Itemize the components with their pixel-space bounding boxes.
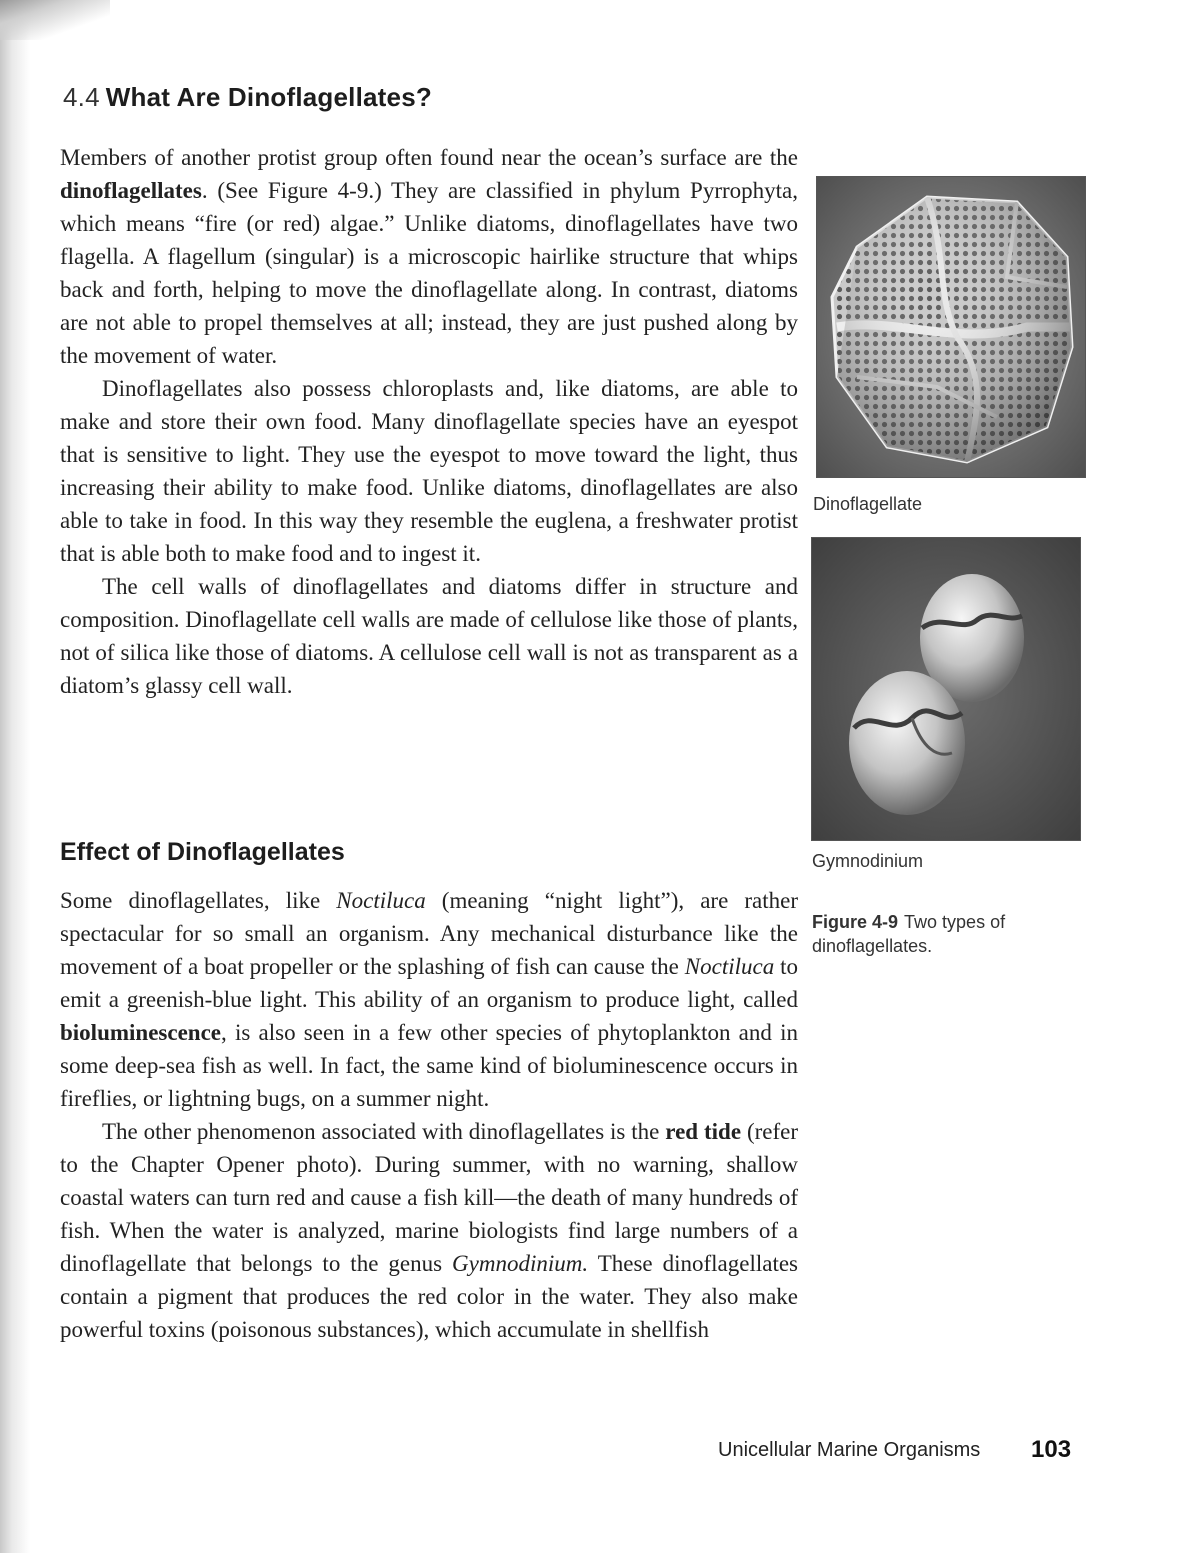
- photo1-caption: Dinoflagellate: [813, 494, 923, 514]
- dinoflagellate-photo: [816, 176, 1086, 478]
- figure-label: Figure 4-9: [812, 912, 899, 932]
- paragraph-cell-walls: The cell walls of dinoflagellates and diatoms differ in structure and composition. Dinoflagellate cell walls are made of cellulose like those of plants, not of silica like those of diatoms. A cellulose cell wall is not as transparent as a diatom’s glassy cell wall.: [60, 574, 798, 698]
- term-gymnodinium: Gymnodinium.: [452, 1251, 589, 1276]
- scan-corner: [0, 0, 110, 40]
- photo2-caption: Gymnodinium: [812, 851, 924, 871]
- effect-text-block: [60, 884, 798, 1346]
- figure-caption: [812, 910, 1072, 958]
- text-run: (refer to the Chapter Opener photo). During summer, with no warning, shallow coastal waters can turn red and cause a fish kill—the death of many hundreds of fish. When the water is analyzed, marine biologists find large numbers of a dinoflagellate that belongs to the genus: [60, 1119, 799, 1276]
- text-run: The other phenomenon associated with dinoflagellates is the: [102, 1119, 666, 1144]
- text-run: (meaning “night light”), are rather spectacular for so small an organism. Any mechanical disturbance like the movement of a boat propeller or the splashing of fish can cause the: [60, 888, 798, 979]
- term-noctiluca: Noctiluca: [684, 954, 775, 979]
- text-run: These dinoflagellates contain a pigment that produces the red color in the water. They also make powerful toxins (poisonous substances), which accumulate in shellfish: [60, 1251, 798, 1342]
- gymnodinium-photo: [811, 537, 1081, 841]
- subheading-effect: Effect of Dinoflagellates: [60, 838, 345, 866]
- figure-caption-text: Two types of dinoflagellates.: [812, 912, 1006, 956]
- text-run: . (See Figure 4-9.) They are classified in phylum Pyrrophyta, which means “fire (or red) algae.” Unlike diatoms, dinoflagellates have two flagella. A flagellum (singular) is a microscopic hairlike structure that whips back and forth, helping to move the dinoflagellate along. In contrast, diatoms are not able to propel themselves at all; instead, they are just pushed along by the movement of water.: [60, 178, 798, 368]
- term-bioluminescence: bioluminescence: [60, 1020, 221, 1045]
- paragraph-intro: [60, 141, 798, 372]
- running-footer: Unicellular Marine Organisms: [718, 1439, 981, 1461]
- intro-text-block: [60, 141, 798, 702]
- paragraph-chloroplasts: Dinoflagellates also possess chloroplasts and, like diatoms, are able to make and store their own food. Many dinoflagellate species have an eyespot that is sensitive to light. They use the eyespot to move toward the light, thus increasing their ability to make food. Unlike diatoms, dinoflagellates are also able to take in food. In this way they resemble the euglena, a freshwater protist that is able both to make food and to ingest it.: [60, 376, 798, 566]
- text-run: to emit a greenish-blue light. This ability of an organism to produce light, called: [60, 954, 799, 1012]
- paragraph-noctiluca: [60, 884, 798, 1115]
- term-noctiluca: Noctiluca: [336, 888, 426, 913]
- text-run: , is also seen in a few other species of phytoplankton and in some deep-sea fish as well. In fact, the same kind of bioluminescence occurs in fireflies, or lightning bugs, on a summer night.: [60, 1020, 798, 1111]
- section-heading: [63, 82, 432, 113]
- scan-edge-shadow: [0, 0, 30, 1553]
- term-dinoflagellates: dinoflagellates: [60, 178, 202, 203]
- text-run: Some dinoflagellates, like: [60, 888, 337, 913]
- term-red-tide: red tide: [665, 1119, 742, 1144]
- text-run: Members of another protist group often found near the ocean’s surface are the: [60, 145, 798, 170]
- section-number: 4.4: [63, 82, 100, 112]
- page-number: 103: [1031, 1436, 1072, 1463]
- section-title: What Are Dinoflagellates?: [105, 82, 432, 112]
- paragraph-red-tide: [60, 1115, 798, 1346]
